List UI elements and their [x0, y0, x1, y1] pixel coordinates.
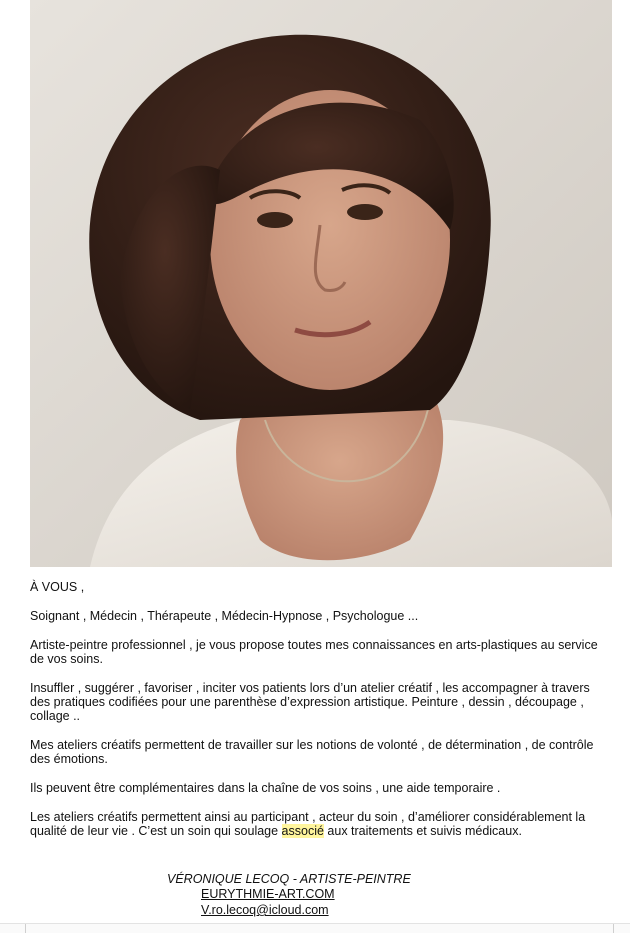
benefit-paragraph	[30, 810, 605, 838]
recipients-line: Soignant , Médecin , Thérapeute , Médecin-Hypnose , Psychologue ...	[30, 609, 419, 623]
greeting: À VOUS ,	[30, 580, 85, 594]
signature-name: VÉRONIQUE LECOQ - ARTISTE-PEINTRE	[167, 872, 411, 886]
intro-paragraph: Artiste-peintre professionnel , je vous propose toutes mes connaissances en arts-plastiques au service de vos soins.	[30, 638, 598, 666]
portrait-image	[30, 0, 612, 567]
website-link[interactable]: EURYTHMIE-ART.COM	[201, 887, 335, 901]
highlighted-word: associé	[281, 824, 324, 838]
letter-body	[30, 580, 605, 853]
email-link[interactable]: V.ro.lecoq@icloud.com	[201, 903, 329, 917]
portrait-photo	[30, 0, 612, 567]
complement-paragraph: Ils peuvent être complémentaires dans la chaîne de vos soins , une aide temporaire .	[30, 781, 501, 795]
workshops-paragraph: Mes ateliers créatifs permettent de travailler sur les notions de volonté , de détermination , de contrôle des émotions.	[30, 738, 594, 766]
benefit-text-after: aux traitements et suivis médicaux.	[323, 824, 522, 838]
approach-paragraph: Insuffler , suggérer , favoriser , inciter vos patients lors d’un atelier créatif , les accompagner à travers des pratiques codifiées pour une parenthèse d’expression artistique. Peinture , dessin , découpage , collage ..	[30, 681, 590, 723]
benefit-text-before: Les ateliers créatifs permettent ainsi au participant , acteur du soin , d’améliorer considérablement la qualité de leur vie . C’est un soin qui soulage	[30, 810, 586, 838]
